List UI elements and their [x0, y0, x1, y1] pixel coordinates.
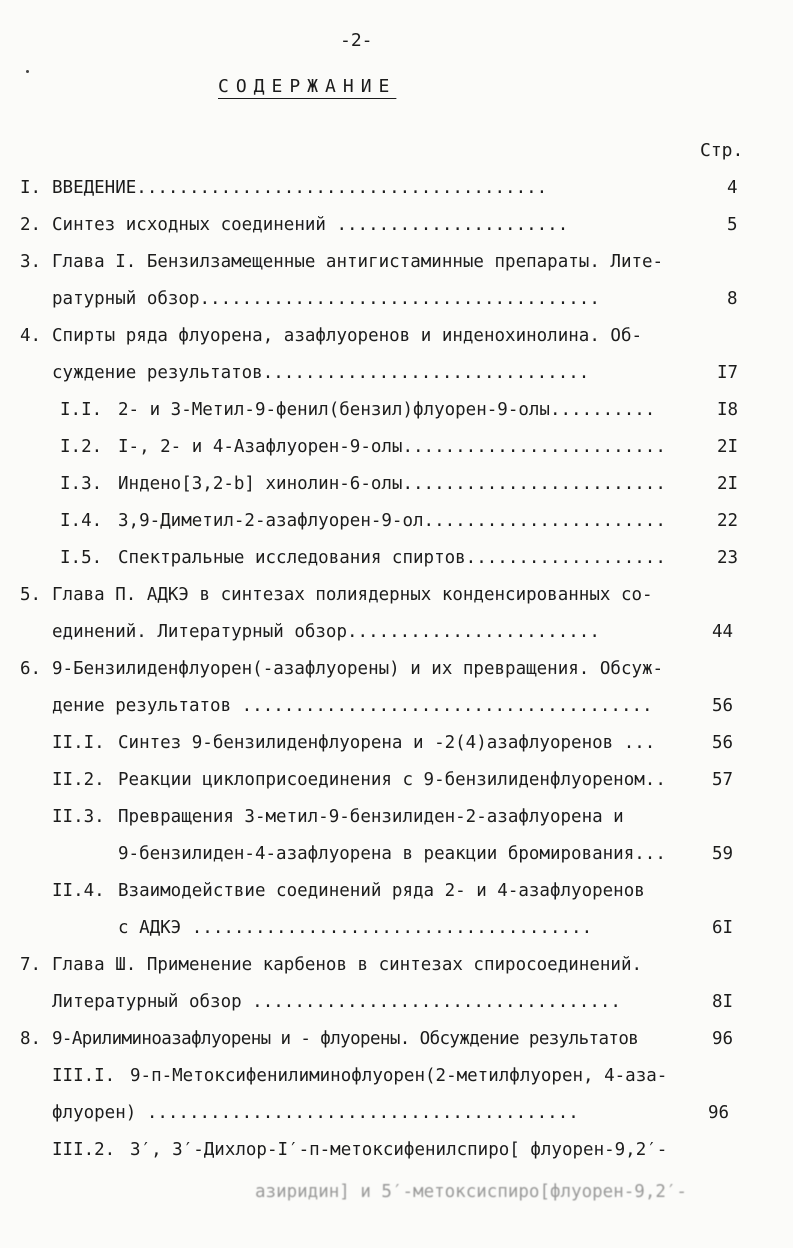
entry-number: III.2.	[52, 1140, 116, 1160]
entry-number: 7.	[20, 955, 42, 975]
entry-title: Индено[3,2-b] хинолин-6-олы.........................	[118, 474, 666, 494]
entry-title: Взаимодействие соединений ряда 2- и 4-азафлуоренов	[118, 881, 645, 901]
toc-entry-continuation	[0, 844, 793, 870]
toc-entry	[0, 215, 793, 241]
toc-entry	[0, 178, 793, 204]
entry-title: Реакции циклоприсоединения с 9-бензилиденфлуореном..	[118, 770, 666, 790]
toc-entry-continuation	[0, 918, 793, 944]
toc-entry	[0, 770, 793, 796]
entry-number: II.3.	[52, 807, 105, 827]
entry-title: 9-Бензилиденфлуорен(-азафлуорены) и их превращения. Обсуж-	[52, 659, 664, 679]
entry-title: Синтез исходных соединений ......................	[52, 215, 569, 235]
entry-page: 57	[712, 770, 734, 790]
entry-number: 2.	[20, 215, 42, 235]
entry-page: 96	[708, 1103, 730, 1123]
entry-number: II.4.	[52, 881, 105, 901]
scan-speck	[26, 70, 29, 73]
page-column-header: Стр.	[700, 140, 744, 161]
toc-entry	[0, 955, 793, 981]
entry-page: 23	[717, 548, 739, 568]
entry-title: I-, 2- и 4-Азафлуорен-9-олы.........................	[118, 437, 666, 457]
entry-page: 96	[712, 1029, 734, 1049]
entry-page: I7	[717, 363, 739, 383]
toc-entry	[0, 1140, 793, 1166]
entry-page: 22	[717, 511, 739, 531]
entry-page: 5	[727, 215, 738, 235]
entry-page: 8	[727, 289, 738, 309]
toc-entry	[0, 548, 793, 574]
entry-number: 6.	[20, 659, 42, 679]
entry-page: 2I	[717, 437, 739, 457]
entry-number: 3.	[20, 252, 42, 272]
entry-title: ВВЕДЕНИЕ.......................................	[52, 178, 548, 198]
entry-page: I8	[717, 400, 739, 420]
entry-title-line2: азиридин] и 5′-метоксиспиро[флуорен-9,2′-	[255, 1182, 687, 1202]
entry-title-line2: флуорен) .........................................	[52, 1103, 579, 1123]
entry-number: I.I.	[60, 400, 103, 420]
entry-page: 6I	[712, 918, 734, 938]
toc-entry	[0, 1066, 793, 1092]
entry-title-line2: Литературный обзор ...................................	[52, 992, 621, 1012]
entry-number: I.5.	[60, 548, 103, 568]
entry-number: III.I.	[52, 1066, 116, 1086]
toc-entry-continuation	[0, 622, 793, 648]
entry-page: 4	[727, 178, 738, 198]
entry-number: I.2.	[60, 437, 103, 457]
entry-title-line2: с АДКЭ ......................................	[118, 918, 593, 938]
entry-title-line2: дение результатов .......................................	[52, 696, 653, 716]
toc-entry	[0, 511, 793, 537]
toc-entry	[0, 585, 793, 611]
toc-entry-continuation	[0, 1103, 793, 1129]
entry-number: II.I.	[52, 733, 105, 753]
toc-entry	[0, 659, 793, 685]
entry-title-line2: суждение результатов...............................	[52, 363, 590, 383]
toc-entry-continuation	[0, 289, 793, 315]
entry-page: 2I	[717, 474, 739, 494]
toc-entry-continuation	[0, 696, 793, 722]
entry-title: Глава П. АДКЭ в синтезах полиядерных конденсированных со-	[52, 585, 653, 605]
entry-title: 9-Арилиминоазафлуорены и - флуорены. Обсуждение результатов	[52, 1029, 639, 1049]
toc-entry	[0, 807, 793, 833]
toc-entry	[0, 326, 793, 352]
toc-entry	[0, 1029, 793, 1055]
entry-number: I.	[20, 178, 42, 198]
toc-entry	[0, 733, 793, 759]
entry-number: I.4.	[60, 511, 103, 531]
entry-number: I.3.	[60, 474, 103, 494]
toc-entry-continuation	[0, 992, 793, 1018]
entry-title: 3′, 3′-Дихлор-I′-п-метоксифенилспиро[ флуорен-9,2′-	[130, 1140, 668, 1160]
entry-number: 8.	[20, 1029, 42, 1049]
entry-number: 4.	[20, 326, 42, 346]
entry-page: 56	[712, 733, 734, 753]
toc-entry-continuation	[0, 363, 793, 389]
entry-title: Глава I. Бензилзамещенные антигистаминные препараты. Лите-	[52, 252, 664, 272]
entry-title: 9-п-Метоксифенилиминофлуорен(2-метилфлуорен, 4-аза-	[130, 1066, 668, 1086]
entry-page: 59	[712, 844, 734, 864]
entry-title-line2: 9-бензилиден-4-азафлуорена в реакции бромирования...	[118, 844, 666, 864]
entry-title: Глава Ш. Применение карбенов в синтезах спиросоединений.	[52, 955, 643, 975]
toc-entry	[0, 474, 793, 500]
entry-title: Синтез 9-бензилиденфлуорена и -2(4)азафлуоренов ...	[118, 733, 656, 753]
toc-entry	[0, 400, 793, 426]
entry-title: 3,9-Диметил-2-азафлуорен-9-ол.......................	[118, 511, 666, 531]
entry-number: 5.	[20, 585, 42, 605]
entry-title-line2: единений. Литературный обзор........................	[52, 622, 600, 642]
toc-entry	[0, 881, 793, 907]
entry-page: 8I	[712, 992, 734, 1012]
toc-entry-continuation	[0, 1182, 793, 1208]
entry-title: 2- и 3-Метил-9-фенил(бензил)флуорен-9-олы..........	[118, 400, 656, 420]
entry-page: 56	[712, 696, 734, 716]
entry-number: II.2.	[52, 770, 105, 790]
entry-title-line2: ратурный обзор......................................	[52, 289, 600, 309]
entry-title: Спектральные исследования спиртов...................	[118, 548, 666, 568]
toc-entry	[0, 252, 793, 278]
entry-title: Спирты ряда флуорена, азафлуоренов и инденохинолина. Об-	[52, 326, 643, 346]
toc-entry	[0, 437, 793, 463]
page-number: -2-	[340, 30, 373, 51]
page-title: СОДЕРЖАНИЕ	[218, 76, 397, 97]
entry-title: Превращения 3-метил-9-бензилиден-2-азафлуорена и	[118, 807, 624, 827]
entry-page: 44	[712, 622, 734, 642]
